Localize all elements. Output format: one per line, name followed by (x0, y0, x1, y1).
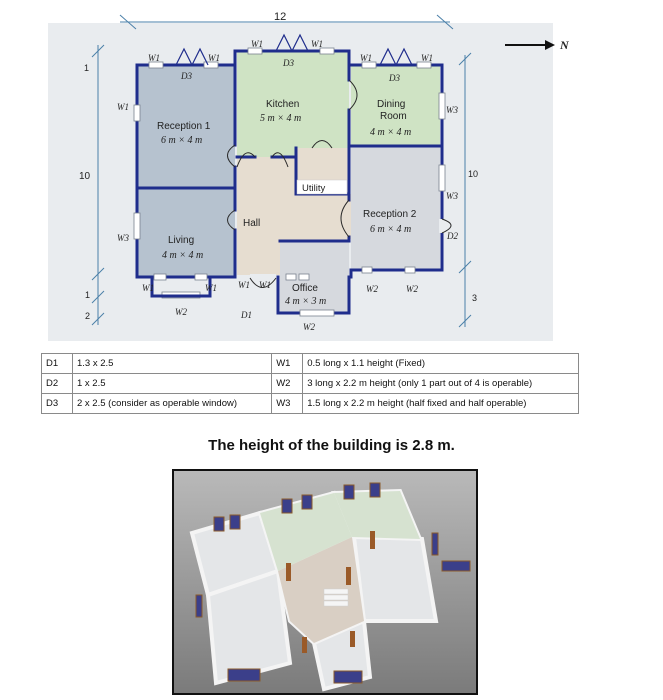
window-w3 (439, 165, 445, 191)
tag-w1: W1 (117, 102, 129, 112)
room-dining-size: 4 m × 4 m (370, 127, 412, 138)
room-office-name: Office (292, 283, 318, 294)
tag-w2: W2 (175, 307, 187, 317)
window-w1 (299, 274, 309, 280)
room-office-size: 4 m × 3 m (285, 296, 327, 307)
window-w3 (439, 93, 445, 119)
table-cell: 1.3 x 2.5 (73, 354, 272, 374)
floor-plan (40, 5, 600, 345)
table-cell: D3 (42, 394, 73, 414)
window-w1 (154, 274, 166, 280)
render-stairs (324, 589, 348, 606)
room-living-size: 4 m × 4 m (162, 250, 204, 261)
tag-w3: W3 (446, 105, 458, 115)
room-utility-name: Utility (302, 183, 326, 194)
living-fill (137, 189, 235, 277)
door-d2 (439, 219, 445, 233)
tag-w1: W1 (208, 53, 220, 63)
tag-w1: W1 (205, 283, 217, 293)
room-living-name: Living (168, 235, 195, 246)
tag-w2: W2 (406, 284, 418, 294)
tag-w2: W2 (366, 284, 378, 294)
table-row (42, 394, 579, 414)
building-height-note: The height of the building is 2.8 m. (208, 437, 455, 454)
tag-w1: W1 (360, 53, 372, 63)
dim-width: 12 (274, 11, 287, 23)
window-w1 (195, 274, 207, 280)
window-w3 (134, 213, 140, 239)
tag-w1: W1 (142, 283, 154, 293)
room-dining-name: Dining (377, 99, 406, 110)
room-reception-1-name: Reception 1 (157, 121, 211, 132)
table-cell: 2 x 2.5 (consider as operable window) (73, 394, 272, 414)
table-row (42, 374, 579, 394)
room-kitchen-name: Kitchen (266, 99, 300, 110)
tag-w1: W1 (259, 280, 271, 290)
tag-w2: W2 (303, 322, 315, 332)
window-w2 (362, 267, 372, 273)
dim-left-10: 10 (79, 171, 91, 182)
tag-d3: D3 (181, 71, 192, 81)
room-reception-2-name: Reception 2 (363, 209, 417, 220)
tag-w1: W1 (311, 39, 323, 49)
tag-w1: W1 (421, 53, 433, 63)
room-kitchen-size: 5 m × 4 m (260, 113, 302, 124)
window-w2 (300, 310, 334, 316)
room-reception-2-size: 6 m × 4 m (370, 224, 412, 235)
table-cell: W2 (272, 374, 303, 394)
window-w1 (134, 105, 140, 121)
table-cell: 3 long x 2.2 m height (only 1 part out of 4 is operable) (303, 374, 579, 394)
window-w2 (405, 267, 415, 273)
tag-d2: D2 (447, 231, 458, 241)
tag-w3: W3 (446, 191, 458, 201)
tag-w1: W1 (148, 53, 160, 63)
3d-render (172, 469, 478, 695)
spec-table (41, 353, 579, 414)
table-cell: D1 (42, 354, 73, 374)
dim-left-top-1: 1 (84, 63, 90, 73)
room-dining-name2: Room (380, 111, 407, 122)
table-cell: 1.5 long x 2.2 m height (half fixed and half operable) (303, 394, 579, 414)
table-cell: W3 (272, 394, 303, 414)
room-hall-name: Hall (243, 218, 261, 229)
tag-w1: W1 (238, 280, 250, 290)
tag-d1: D1 (241, 310, 252, 320)
tag-d3: D3 (389, 73, 400, 83)
table-row (42, 354, 579, 374)
tag-w3: W3 (117, 233, 129, 243)
dim-right-3: 3 (472, 293, 478, 303)
room-reception-1-size: 6 m × 4 m (161, 135, 203, 146)
window-w1 (286, 274, 296, 280)
table-cell: D2 (42, 374, 73, 394)
table-cell: 0.5 long x 1.1 height (Fixed) (303, 354, 579, 374)
north-label: N (560, 38, 569, 52)
tag-w1: W1 (251, 39, 263, 49)
table-cell: W1 (272, 354, 303, 374)
dim-right-10: 10 (468, 169, 479, 179)
table-cell: 1 x 2.5 (73, 374, 272, 394)
dim-left-1: 1 (85, 290, 91, 300)
tag-d3: D3 (283, 58, 294, 68)
dim-left-2: 2 (85, 311, 91, 321)
